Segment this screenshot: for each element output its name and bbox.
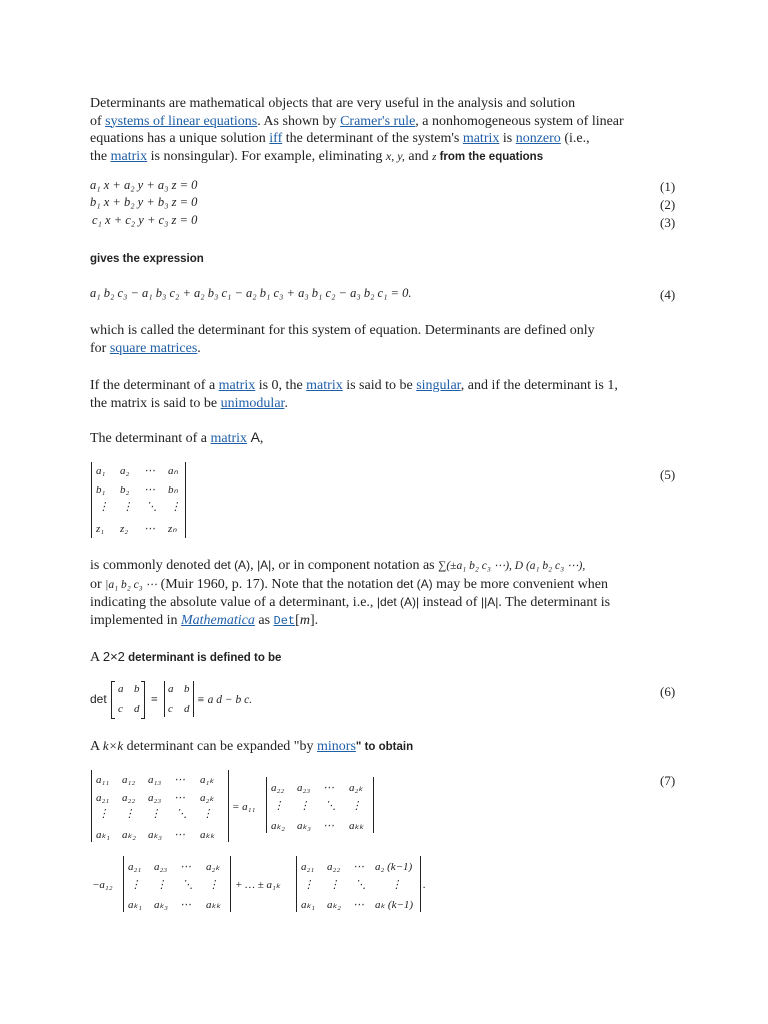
link-square-matrices[interactable]: square matrices bbox=[109, 340, 198, 356]
matrix-cell: ⋱ bbox=[176, 808, 187, 820]
matrix-cell: ⋯ bbox=[180, 861, 191, 873]
text: ]. bbox=[309, 612, 319, 628]
text: the determinant of the system's bbox=[282, 131, 463, 146]
equation-term: = a₁₁ bbox=[232, 801, 256, 813]
matrix-cell: bₙ bbox=[168, 484, 178, 496]
math-d: D (a₁ b₂ c₃ ⋯), bbox=[511, 560, 586, 572]
matrix-cell: ⋮ bbox=[391, 879, 402, 891]
equiv-symbol: ≡ bbox=[151, 692, 158, 706]
link-matrix[interactable]: matrix bbox=[218, 378, 256, 393]
math-vars: x, y, bbox=[385, 148, 405, 163]
equation-number: (6) bbox=[660, 684, 676, 699]
determinant-bar bbox=[91, 462, 92, 538]
matrix-row bbox=[271, 781, 363, 794]
matrix-row bbox=[301, 860, 412, 873]
matrix-cell: a bbox=[168, 683, 174, 695]
text: is said to be bbox=[342, 378, 417, 393]
math-sum: ∑(±a₁ b₂ c₃ ⋯), bbox=[438, 560, 512, 572]
text: (i.e., bbox=[560, 131, 590, 146]
link-cramers-rule[interactable]: Cramer's rule bbox=[340, 113, 416, 129]
text: from the equations bbox=[436, 150, 544, 163]
matrix-cell: ⋱ bbox=[325, 800, 336, 812]
link-matrix[interactable]: matrix bbox=[210, 431, 248, 446]
equation-term: . bbox=[423, 879, 426, 891]
matrix-cell: z₁ bbox=[96, 523, 105, 535]
matrix-cell: ⋮ bbox=[202, 808, 213, 820]
gives-text: gives the expression bbox=[90, 253, 204, 265]
text: which is called the determinant for this system of equation. Determinants are defined only bbox=[90, 323, 595, 338]
link-unimodular[interactable]: unimodular bbox=[220, 395, 285, 411]
bracket-left bbox=[111, 681, 115, 719]
matrix-cell: a₂₁ bbox=[96, 792, 110, 804]
matrix-cell: a₁ₖ bbox=[200, 774, 215, 786]
matrix-cell: b bbox=[134, 683, 140, 695]
det-label: det bbox=[90, 692, 107, 706]
matrix-cell: c bbox=[118, 703, 123, 715]
matrix-cell: aₖ₃ bbox=[148, 829, 163, 841]
matrix-cell: a₁₂ bbox=[122, 774, 136, 786]
equation-3: c₁ x + c₂ y + c₃ z = 0 bbox=[92, 213, 198, 227]
matrix-cell: ⋱ bbox=[146, 501, 157, 513]
text: , bbox=[259, 431, 264, 446]
paragraph-5 bbox=[90, 557, 690, 630]
text: " to obtain bbox=[355, 741, 414, 753]
link-singular[interactable]: singular bbox=[416, 378, 461, 393]
matrix-cell: a₂₂ bbox=[327, 861, 341, 873]
matrix-row bbox=[168, 703, 190, 715]
text: , and if the determinant is 1, bbox=[460, 378, 618, 393]
matrix-cell: ⋱ bbox=[355, 879, 366, 891]
equation-number: (7) bbox=[660, 773, 676, 788]
equation-number: (3) bbox=[660, 215, 676, 230]
matrix-cell: a₂₂ bbox=[271, 782, 285, 794]
matrix-cell: ⋯ bbox=[174, 774, 185, 786]
determinant-bar bbox=[193, 681, 194, 717]
matrix-cell: aₙ bbox=[168, 465, 178, 477]
matrix-row bbox=[96, 773, 214, 786]
math-symbol: k×k bbox=[102, 738, 124, 753]
text: equations has a unique solution bbox=[90, 131, 270, 146]
matrix-cell: d bbox=[184, 703, 190, 715]
matrix-cell: a₂₁ bbox=[301, 861, 315, 873]
text: or bbox=[90, 576, 106, 592]
text: instead of bbox=[419, 595, 481, 610]
equation-term: + … ± a₁ₖ bbox=[235, 879, 281, 891]
math-det: det (A) bbox=[214, 558, 251, 572]
bracket-right bbox=[141, 681, 145, 719]
matrix-cell: a₂₃ bbox=[297, 782, 311, 794]
matrix-cell: ⋮ bbox=[98, 808, 109, 820]
matrix-cell: ⋮ bbox=[273, 800, 284, 812]
matrix-cell: ⋮ bbox=[122, 501, 133, 513]
link-minors[interactable]: minors bbox=[317, 739, 356, 754]
paragraph-7 bbox=[90, 737, 680, 757]
matrix-cell: a₂₃ bbox=[148, 792, 162, 804]
math-det: det (A) bbox=[396, 576, 433, 591]
matrix-cell: b bbox=[184, 683, 190, 695]
link-matrix[interactable]: matrix bbox=[110, 148, 148, 164]
matrix-cell: ⋮ bbox=[124, 808, 135, 820]
matrix-row bbox=[96, 483, 178, 496]
matrix-cell: a₂₁ bbox=[128, 861, 142, 873]
link-systems-of-linear-equations[interactable]: systems of linear equations bbox=[105, 113, 258, 129]
matrix-cell: a₂ₖ bbox=[349, 782, 364, 794]
text: for bbox=[90, 340, 110, 356]
matrix-cell: a₂₂ bbox=[122, 792, 136, 804]
link-mathematica[interactable]: Mathematica bbox=[180, 612, 255, 628]
paragraph-2 bbox=[90, 322, 680, 357]
text: , or in component notation as bbox=[271, 558, 439, 573]
determinant-bar bbox=[230, 856, 231, 912]
equation-number: (1) bbox=[660, 179, 676, 194]
text: . bbox=[197, 340, 201, 356]
equation-rhs: ≡ a d − b c. bbox=[197, 694, 253, 706]
link-matrix[interactable]: matrix bbox=[306, 378, 343, 393]
matrix-cell: ⋮ bbox=[208, 879, 219, 891]
text: is bbox=[499, 131, 516, 146]
matrix-cell: a₁₁ bbox=[96, 774, 110, 786]
determinant-bar bbox=[373, 777, 374, 833]
text: , bbox=[250, 558, 258, 573]
matrix-cell: ⋱ bbox=[182, 879, 193, 891]
text: . The determinant is bbox=[498, 595, 611, 610]
equation-4: a₁ b₂ c₃ − a₁ b₃ c₂ + a₂ b₃ c₁ − a₂ b₁ c₃ + a₃ b₁ c₂ − a₃ b₂ c₁ = 0. bbox=[90, 286, 412, 300]
matrix-cell: a₂ bbox=[120, 465, 130, 477]
matrix-cell: b₁ bbox=[96, 484, 106, 496]
matrix-row bbox=[96, 522, 177, 535]
determinant-bar bbox=[420, 856, 421, 912]
matrix-cell: a₁₃ bbox=[148, 774, 162, 786]
matrix-row bbox=[96, 791, 214, 804]
equation-term: −a₁₂ bbox=[92, 879, 113, 891]
matrix-row bbox=[128, 860, 220, 873]
equation-number: (5) bbox=[660, 467, 676, 482]
link-det[interactable]: Det bbox=[273, 613, 296, 628]
matrix-cell: ⋮ bbox=[299, 800, 310, 812]
matrix-cell: aₖ₁ bbox=[301, 899, 316, 911]
intro-paragraph bbox=[90, 95, 680, 166]
math-abs: |a₁ b₂ c₃ ⋯ bbox=[105, 578, 158, 591]
matrix-cell: aₖₖ bbox=[206, 899, 221, 911]
matrix-cell: ⋯ bbox=[144, 484, 155, 496]
matrix-cell: b₂ bbox=[120, 484, 130, 496]
matrix-cell: ⋯ bbox=[180, 899, 191, 911]
text: If the determinant of a bbox=[90, 378, 219, 393]
matrix-cell: ⋮ bbox=[303, 879, 314, 891]
matrix-cell: ⋯ bbox=[353, 899, 364, 911]
paragraph-3 bbox=[90, 377, 680, 412]
matrix-cell: aₖ₃ bbox=[297, 820, 312, 832]
link-iff[interactable]: iff bbox=[269, 131, 283, 146]
math-symbol: 2×2 bbox=[102, 649, 125, 664]
matrix-cell: z₂ bbox=[120, 523, 129, 535]
determinant-bar bbox=[228, 770, 229, 842]
matrix-cell: a₂ₖ bbox=[206, 861, 221, 873]
text: A bbox=[90, 739, 103, 754]
link-nonzero[interactable]: nonzero bbox=[515, 131, 561, 146]
determinant-bar bbox=[123, 856, 124, 912]
matrix-cell: aₖ (k−1) bbox=[375, 899, 414, 911]
text: . bbox=[284, 395, 288, 411]
matrix-cell: aₖₖ bbox=[349, 820, 364, 832]
text: indicating the absolute value of a determinant, i.e., bbox=[90, 595, 377, 610]
matrix-cell: aₖ₂ bbox=[271, 820, 286, 832]
matrix-cell: aₖ₁ bbox=[96, 829, 111, 841]
matrix-row bbox=[98, 807, 213, 820]
matrix-cell: ⋮ bbox=[170, 501, 181, 513]
matrix-row bbox=[130, 878, 219, 891]
text: (Muir 1960, p. 17). Note that the notation bbox=[157, 576, 397, 592]
matrix-cell: ⋮ bbox=[329, 879, 340, 891]
text: may be more convenient when bbox=[432, 576, 608, 592]
equation-1: a₁ x + a₂ y + a₃ z = 0 bbox=[90, 178, 198, 192]
text: the bbox=[90, 148, 111, 164]
matrix-cell: ⋮ bbox=[150, 808, 161, 820]
matrix-row bbox=[128, 898, 221, 911]
text: of bbox=[90, 113, 106, 129]
math-abs-det: |det (A)| bbox=[376, 595, 420, 609]
determinant-bar bbox=[185, 462, 186, 538]
math-abs: |A| bbox=[257, 558, 272, 572]
matrix-cell: ⋮ bbox=[351, 800, 362, 812]
matrix-cell: aₖₖ bbox=[200, 829, 215, 841]
text: The determinant of a bbox=[90, 431, 211, 446]
matrix-cell: c bbox=[168, 703, 173, 715]
matrix-cell: aₖ₁ bbox=[128, 899, 143, 911]
matrix-cell: ⋮ bbox=[98, 501, 109, 513]
matrix-cell: a₂ₖ bbox=[200, 792, 215, 804]
text: implemented in bbox=[90, 612, 181, 628]
matrix-cell: aₖ₂ bbox=[327, 899, 342, 911]
text: [ bbox=[295, 612, 300, 628]
math-var: m bbox=[299, 612, 310, 628]
matrix-cell: aₖ₃ bbox=[154, 899, 169, 911]
text: A bbox=[90, 650, 103, 665]
equation-2: b₁ x + b₂ y + b₃ z = 0 bbox=[90, 195, 198, 209]
equation-number: (4) bbox=[660, 287, 676, 302]
math-symbol: A bbox=[250, 429, 260, 445]
matrix-row bbox=[98, 500, 181, 513]
text: determinant can be expanded "by bbox=[123, 739, 318, 754]
matrix-cell: ⋯ bbox=[144, 523, 155, 535]
paragraph-4 bbox=[90, 429, 680, 448]
matrix-row bbox=[96, 464, 178, 477]
text: is commonly denoted bbox=[90, 558, 215, 573]
determinant-bar bbox=[91, 770, 92, 842]
matrix-cell: a₁ bbox=[96, 465, 106, 477]
link-matrix[interactable]: matrix bbox=[462, 131, 500, 146]
text: , a nonhomogeneous system of linear bbox=[415, 113, 624, 129]
math-abs: ||A| bbox=[480, 595, 499, 609]
matrix-row bbox=[118, 683, 140, 695]
math-var: z bbox=[432, 150, 437, 163]
equation-number: (2) bbox=[660, 197, 676, 212]
matrix-cell: zₙ bbox=[168, 523, 177, 535]
matrix-row bbox=[303, 878, 402, 891]
determinant-bar bbox=[164, 681, 165, 717]
matrix-cell: ⋯ bbox=[323, 820, 334, 832]
text: and bbox=[404, 148, 433, 164]
text: the matrix is said to be bbox=[90, 395, 221, 411]
matrix-cell: d bbox=[134, 703, 140, 715]
determinant-bar bbox=[266, 777, 267, 833]
matrix-cell: ⋮ bbox=[156, 879, 167, 891]
matrix-cell: a₂ (k−1) bbox=[375, 861, 413, 873]
matrix-cell: a₂₃ bbox=[154, 861, 168, 873]
matrix-row bbox=[118, 703, 140, 715]
matrix-cell: ⋯ bbox=[174, 792, 185, 804]
matrix-row bbox=[96, 828, 215, 841]
matrix-cell: ⋯ bbox=[323, 782, 334, 794]
matrix-row bbox=[271, 819, 364, 832]
matrix-cell: aₖ₂ bbox=[122, 829, 137, 841]
text: as bbox=[254, 612, 274, 628]
matrix-cell: ⋯ bbox=[353, 861, 364, 873]
matrix-row bbox=[301, 898, 413, 911]
text: determinant is defined to be bbox=[124, 652, 282, 664]
matrix-cell: ⋯ bbox=[174, 829, 185, 841]
text: . As shown by bbox=[257, 113, 341, 129]
text: is 0, the bbox=[255, 378, 307, 393]
matrix-cell: ⋮ bbox=[130, 879, 141, 891]
matrix-cell: ⋯ bbox=[144, 465, 155, 477]
determinant-bar bbox=[296, 856, 297, 912]
paragraph-6 bbox=[90, 648, 680, 668]
text: is nonsingular). For example, eliminating bbox=[147, 148, 386, 164]
matrix-row bbox=[273, 799, 362, 812]
matrix-row bbox=[168, 683, 190, 695]
text: Determinants are mathematical objects that are very useful in the analysis and solution bbox=[90, 96, 576, 111]
matrix-cell: a bbox=[118, 683, 124, 695]
